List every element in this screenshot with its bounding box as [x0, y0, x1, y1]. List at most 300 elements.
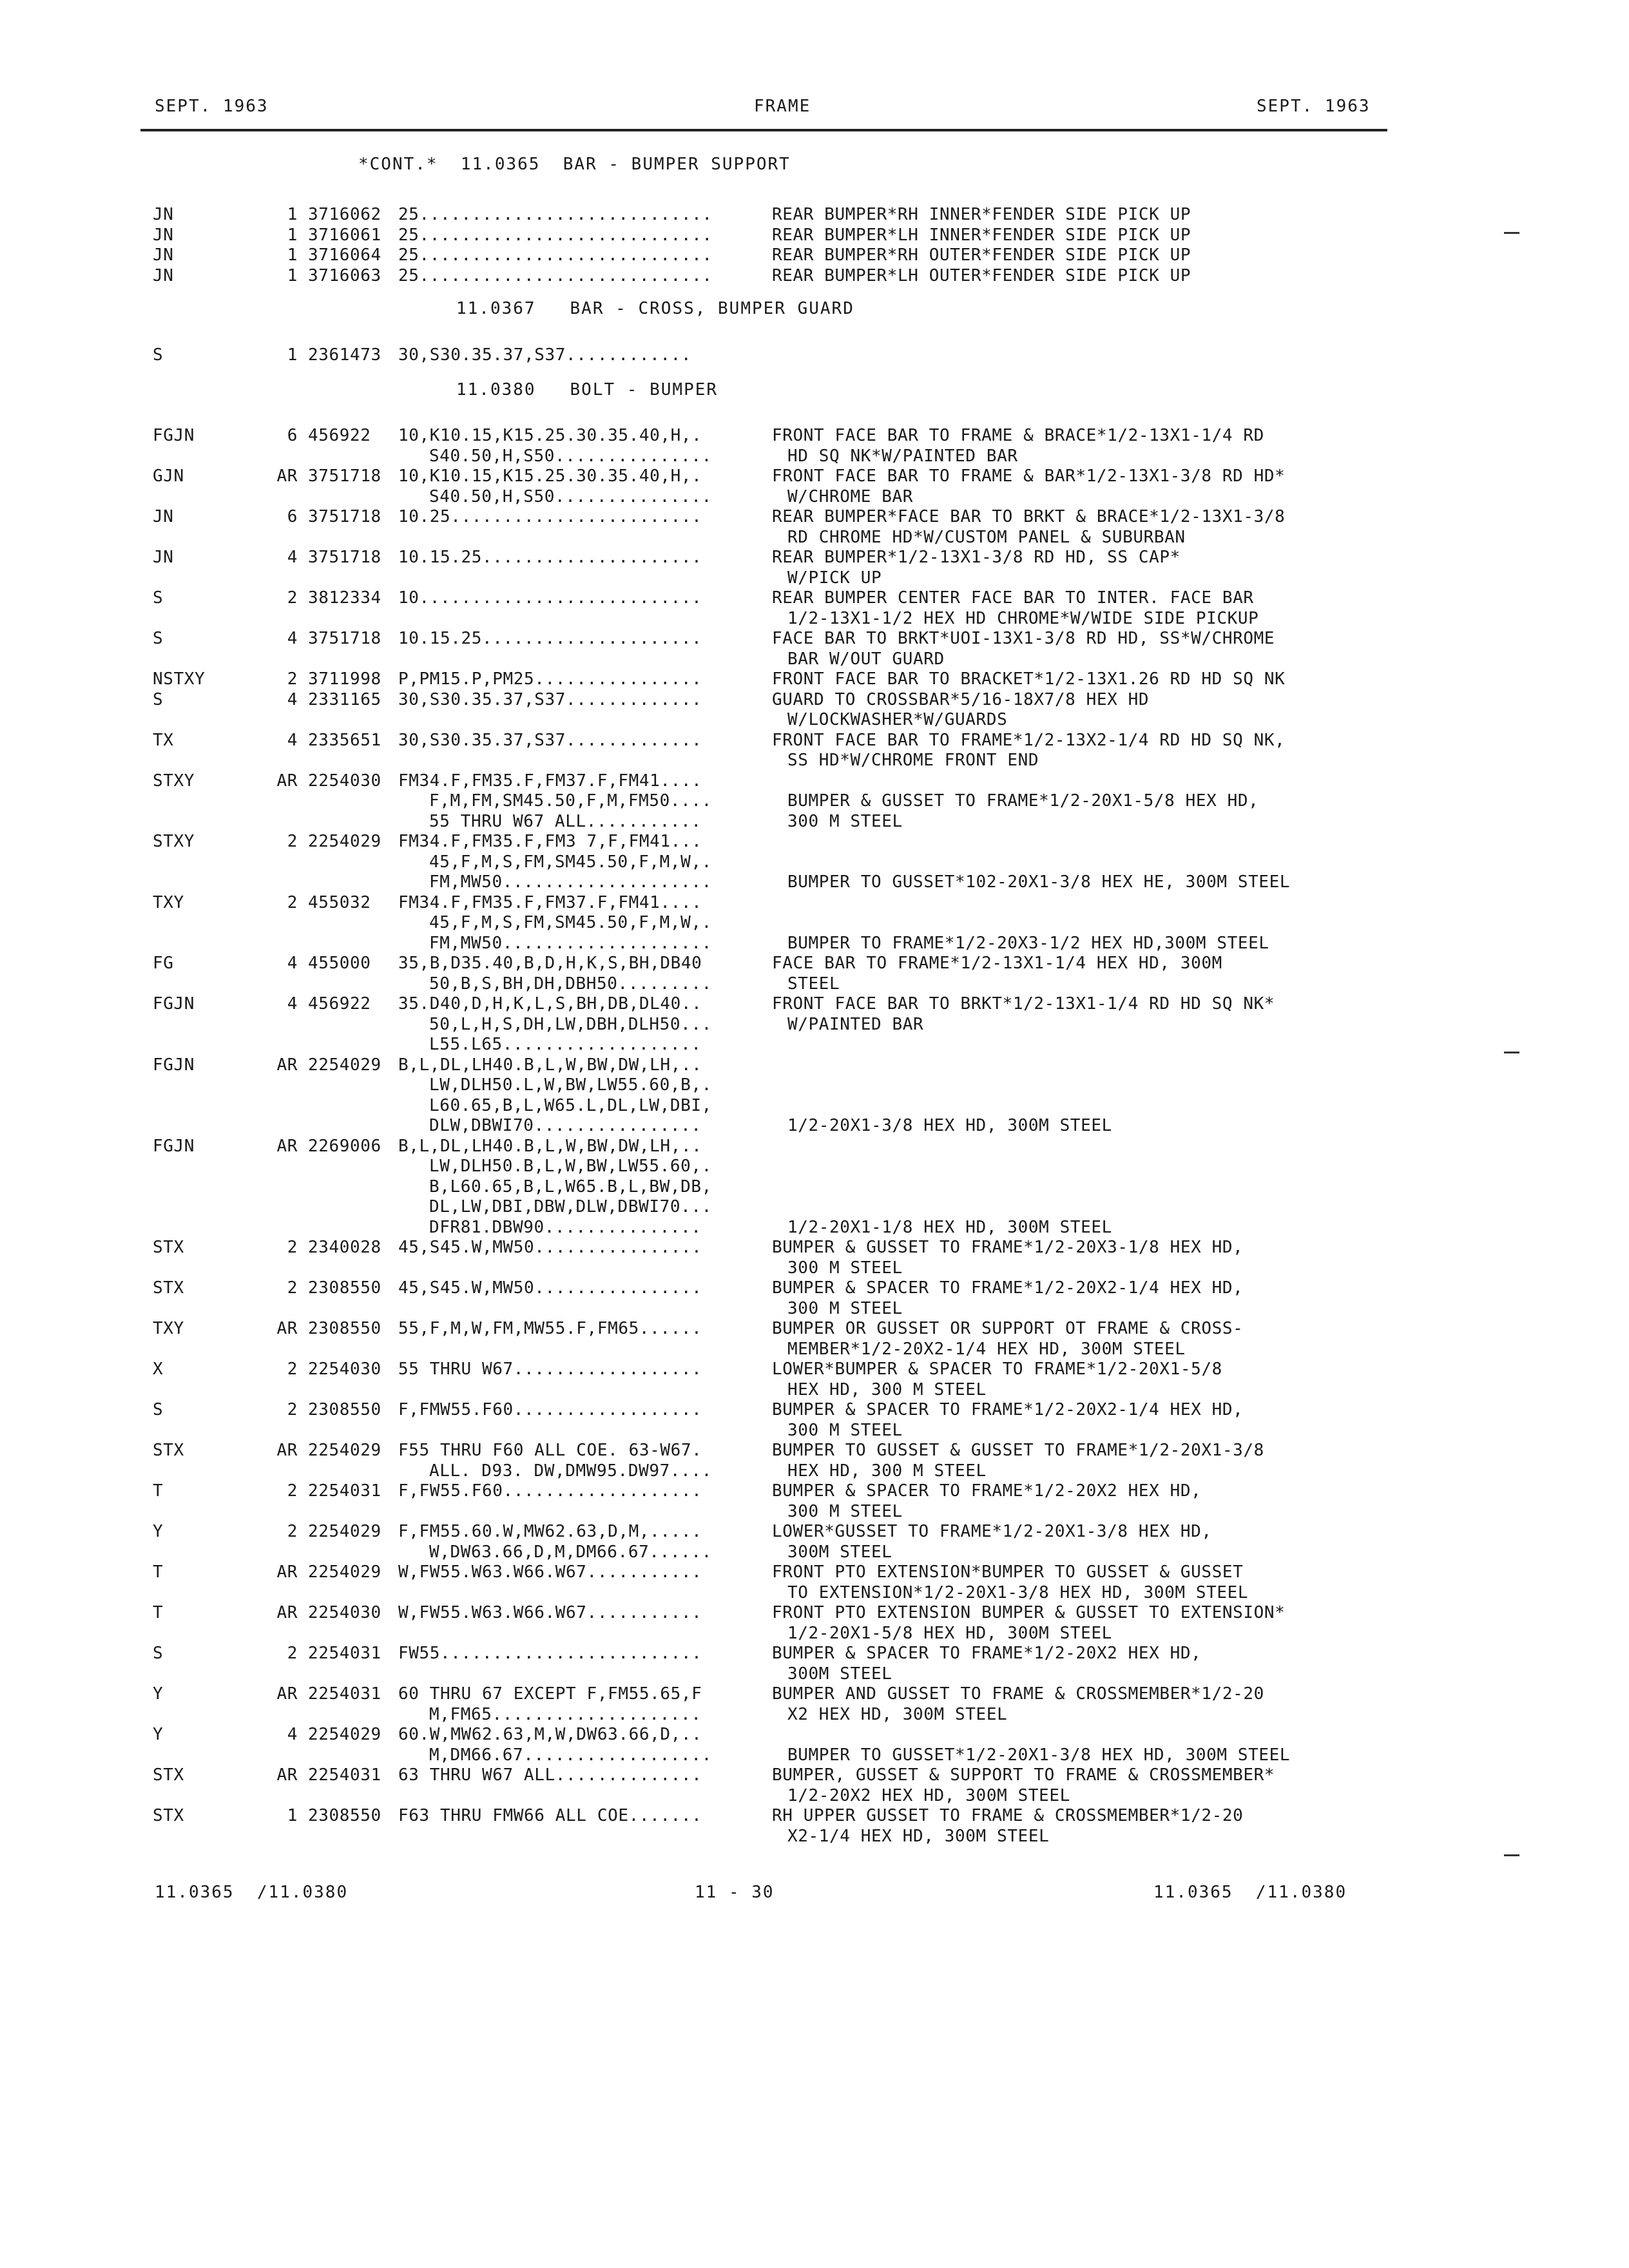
quantity: 6 [287, 426, 298, 445]
table-row [0, 1684, 1629, 1725]
description-line [772, 1055, 1112, 1076]
description [772, 1400, 1243, 1441]
model-coverage [398, 266, 713, 287]
model-coverage [398, 1725, 712, 1765]
description [772, 548, 1181, 588]
usage-code: STXY [153, 832, 195, 851]
description-line: 300 M STEEL [787, 1258, 903, 1278]
description [772, 832, 1290, 893]
part-number: 2254029 [308, 1562, 381, 1582]
header-date-left: SEPT. 1963 [155, 97, 269, 116]
quantity: AR [276, 1441, 298, 1460]
section-title: 11.0380 BOLT - BUMPER [456, 380, 718, 399]
usage-code: T [153, 1481, 164, 1501]
description-line: RD CHROME HD*W/CUSTOM PANEL & SUBURBAN [787, 527, 1186, 547]
usage-code: JN [153, 507, 174, 526]
table-row [0, 1806, 1629, 1847]
model-coverage [398, 1400, 702, 1421]
description [772, 1522, 1212, 1562]
table-row [0, 832, 1629, 893]
description-line [772, 1725, 1290, 1745]
model-coverage [398, 1319, 702, 1340]
margin-mark [1504, 232, 1519, 234]
part-number: 2254030 [308, 1603, 381, 1622]
model-coverage-line: 50,L,H,S,DH,LW,DBH,DLH50... [429, 1014, 712, 1034]
footer-page-number: 11 - 30 [695, 1883, 775, 1902]
table-row [0, 1400, 1629, 1441]
description-line: 1/2-20X1-5/8 HEX HD, 300M STEEL [787, 1623, 1112, 1643]
quantity: 1 [287, 225, 298, 245]
description [772, 1319, 1243, 1360]
model-coverage-line: LW,DLH50.B,L,W,BW,LW55.60,. [429, 1157, 712, 1176]
usage-code: S [153, 1644, 164, 1663]
description [772, 1441, 1264, 1481]
part-number: 3716064 [308, 245, 381, 265]
table-row [0, 771, 1629, 832]
description-line: 300 M STEEL [787, 1420, 903, 1440]
part-number: 2361473 [308, 345, 381, 365]
table-row [0, 226, 1629, 246]
usage-code: STXY [153, 771, 195, 791]
model-coverage-line: F63 THRU FMW66 ALL COE....... [398, 1806, 702, 1825]
quantity: 2 [287, 1238, 298, 1257]
model-coverage [398, 731, 702, 751]
part-number: 3716061 [308, 225, 381, 245]
description-line: FRONT FACE BAR TO FRAME & BAR*1/2-13X1-3/8 RD HD* [772, 466, 1286, 486]
description-line: 1/2-20X1-1/8 HEX HD, 300M STEEL [787, 1217, 1112, 1237]
table-row [0, 669, 1629, 690]
model-coverage [398, 507, 702, 528]
model-coverage [398, 1562, 702, 1583]
part-number: 2254031 [308, 1765, 381, 1785]
description [772, 226, 1191, 246]
quantity: 1 [287, 205, 298, 224]
table-row [0, 345, 1629, 366]
description-line: FRONT FACE BAR TO FRAME & BRACE*1/2-13X1-1/4 RD [772, 426, 1264, 445]
quantity: 2 [287, 1360, 298, 1379]
description [772, 1481, 1201, 1522]
description [772, 893, 1269, 954]
description [772, 1644, 1201, 1684]
usage-code: S [153, 629, 164, 648]
part-number: 2308550 [308, 1806, 381, 1825]
part-number: 2308550 [308, 1278, 381, 1298]
description-line: HEX HD, 300 M STEEL [787, 1379, 987, 1399]
usage-code: JN [153, 205, 174, 224]
usage-code: FG [153, 954, 174, 973]
part-number: 455000 [308, 954, 371, 973]
description-line: BUMPER TO GUSSET & GUSSET TO FRAME*1/2-20X1-3/8 [772, 1441, 1264, 1460]
description-line: 1/2-13X1-1/2 HEX HD CHROME*W/WIDE SIDE PICKUP [787, 608, 1259, 628]
description-line: BUMPER TO GUSSET*102-20X1-3/8 HEX HE, 300M STEEL [787, 872, 1291, 892]
model-coverage-line: ALL. D93. DW,DMW95.DW97.... [429, 1461, 712, 1481]
part-number: 3751718 [308, 507, 381, 526]
description-line [772, 1197, 1112, 1218]
description-line: FRONT FACE BAR TO BRKT*1/2-13X1-1/4 RD HD SQ NK* [772, 994, 1275, 1014]
model-coverage [398, 954, 712, 994]
model-coverage [398, 426, 712, 466]
description-line: LOWER*GUSSET TO FRAME*1/2-20X1-3/8 HEX HD, [772, 1522, 1212, 1541]
description-line [772, 832, 1290, 852]
description-line: REAR BUMPER*LH OUTER*FENDER SIDE PICK UP [772, 265, 1191, 285]
description-line [772, 1096, 1112, 1117]
model-coverage-line: 25............................ [398, 225, 713, 245]
table-row [0, 548, 1629, 588]
description-line: 300M STEEL [787, 1664, 892, 1684]
model-coverage-line: F,M,FM,SM45.50,F,M,FM50.... [429, 791, 712, 811]
description-line: RH UPPER GUSSET TO FRAME & CROSSMEMBER*1/2-20 [772, 1806, 1244, 1825]
quantity: AR [276, 771, 298, 791]
part-number: 2254029 [308, 1441, 381, 1460]
model-coverage-line: W,FW55.W63.W66.W67........... [398, 1562, 702, 1582]
description-line: FRONT FACE BAR TO BRACKET*1/2-13X1.26 RD HD SQ NK [772, 669, 1286, 689]
quantity: 2 [287, 1522, 298, 1541]
part-number: 2254030 [308, 771, 381, 791]
margin-mark [1504, 1052, 1519, 1053]
footer-ref-left: 11.0365 /11.0380 [155, 1883, 349, 1902]
description-line [772, 852, 1290, 873]
table-row [0, 1725, 1629, 1765]
part-number: 456922 [308, 994, 371, 1014]
footer-ref-right: 11.0365 /11.0380 [1153, 1883, 1347, 1902]
header-date-right: SEPT. 1963 [1257, 97, 1371, 116]
model-coverage [398, 588, 702, 609]
model-coverage [398, 1684, 702, 1725]
usage-code: STX [153, 1765, 184, 1785]
description-line: BUMPER, GUSSET & SUPPORT TO FRAME & CROSSMEMBER* [772, 1765, 1275, 1785]
model-coverage [398, 690, 702, 711]
description [772, 1055, 1112, 1137]
usage-code: S [153, 689, 164, 709]
description-line: FRONT FACE BAR TO FRAME*1/2-13X2-1/4 RD HD SQ NK, [772, 730, 1286, 750]
description-line: FACE BAR TO FRAME*1/2-13X1-1/4 HEX HD, 300M [772, 954, 1222, 973]
description [772, 1684, 1264, 1725]
part-number: 2254029 [308, 832, 381, 851]
model-coverage-line: W,FW55.W63.W66.W67........... [398, 1603, 702, 1622]
quantity: 4 [287, 1725, 298, 1744]
quantity: 1 [287, 245, 298, 265]
model-coverage-line: 45,S45.W,MW50................ [398, 1238, 702, 1257]
model-coverage [398, 832, 712, 893]
usage-code: FGJN [153, 994, 195, 1014]
usage-code: FGJN [153, 426, 195, 445]
description-line [772, 1075, 1112, 1096]
usage-code: S [153, 588, 164, 608]
quantity: 4 [287, 954, 298, 973]
description-line: BUMPER & SPACER TO FRAME*1/2-20X2 HEX HD, [772, 1644, 1202, 1663]
model-coverage [398, 1603, 702, 1624]
table-row [0, 1055, 1629, 1137]
quantity: 2 [287, 1400, 298, 1419]
table-row [0, 1278, 1629, 1319]
description-line: W/PAINTED BAR [787, 1014, 924, 1034]
description [772, 1360, 1222, 1400]
description-line: 300 M STEEL [787, 811, 903, 831]
part-number: 2308550 [308, 1319, 381, 1338]
model-coverage-line: FM34.F,FM35.F,FM37.F,FM41.... [398, 771, 702, 791]
model-coverage-line: S40.50,H,S50............... [429, 446, 712, 466]
model-coverage-line: 30,S30.35.37,S37............ [398, 345, 692, 365]
model-coverage [398, 548, 702, 568]
description-line [772, 1157, 1112, 1177]
part-number: 3711998 [308, 669, 381, 689]
description [772, 629, 1275, 669]
quantity: 6 [287, 507, 298, 526]
model-coverage [398, 1441, 712, 1481]
usage-code: T [153, 1562, 164, 1582]
model-coverage [398, 1055, 712, 1137]
table-row [0, 994, 1629, 1055]
description-line: REAR BUMPER*1/2-13X1-3/8 RD HD, SS CAP* [772, 548, 1181, 567]
description-line: W/CHROME BAR [787, 486, 914, 506]
description-line: MEMBER*1/2-20X2-1/4 HEX HD, 300M STEEL [787, 1339, 1186, 1359]
model-coverage-line: 10.25........................ [398, 507, 702, 526]
model-coverage-line: 25............................ [398, 265, 713, 285]
part-number: 3751718 [308, 629, 381, 648]
description [772, 669, 1285, 690]
part-number: 2254029 [308, 1725, 381, 1744]
model-coverage [398, 629, 702, 649]
part-number: 2335651 [308, 730, 381, 750]
usage-code: Y [153, 1684, 164, 1704]
model-coverage [398, 345, 691, 366]
usage-code: NSTXY [153, 669, 206, 689]
quantity: 2 [287, 669, 298, 689]
model-coverage-line: F,FM55.60.W,MW62.63,D,M,..... [398, 1522, 702, 1541]
part-number: 2254031 [308, 1684, 381, 1704]
model-coverage [398, 466, 712, 507]
model-coverage-line: 55 THRU W67 ALL........... [429, 811, 702, 831]
description-line: X2-1/4 HEX HD, 300M STEEL [787, 1826, 1050, 1846]
description-line: REAR BUMPER*FACE BAR TO BRKT & BRACE*1/2-13X1-3/8 [772, 507, 1286, 526]
model-coverage [398, 1765, 702, 1786]
description-line: W/LOCKWASHER*W/GUARDS [787, 710, 1008, 729]
model-coverage-line: 25............................ [398, 205, 713, 224]
description-line: BUMPER OR GUSSET OR SUPPORT OT FRAME & CROSS- [772, 1319, 1244, 1338]
model-coverage [398, 1360, 702, 1380]
description [772, 1278, 1243, 1319]
description [772, 954, 1222, 994]
table-row [0, 1481, 1629, 1522]
model-coverage-line: FM34.F,FM35.F,FM37.F,FM41.... [398, 892, 702, 912]
description-line: REAR BUMPER*RH OUTER*FENDER SIDE PICK UP [772, 245, 1191, 265]
description [772, 1238, 1243, 1278]
quantity: 2 [287, 1278, 298, 1298]
description-line [772, 893, 1269, 914]
section-title: 11.0367 BAR - CROSS, BUMPER GUARD [456, 299, 854, 318]
quantity: AR [276, 1765, 298, 1785]
usage-code: JN [153, 245, 174, 265]
usage-code: TX [153, 730, 174, 750]
quantity: 2 [287, 588, 298, 608]
table-row [0, 588, 1629, 629]
model-coverage-line: 45,F,M,S,FM,SM45.50,F,M,W,. [429, 913, 712, 932]
table-row [0, 266, 1629, 287]
model-coverage-line: M,FM65.................... [429, 1704, 702, 1724]
model-coverage-line: DFR81.DBW90............... [429, 1217, 702, 1237]
table-row [0, 1603, 1629, 1644]
usage-code: STX [153, 1238, 184, 1257]
model-coverage-line: L60.65,B,L,W65.L,DL,LW,DBI, [429, 1095, 712, 1115]
usage-code: FGJN [153, 1055, 195, 1075]
model-coverage-line: F,FMW55.F60.................. [398, 1400, 702, 1419]
description [772, 345, 782, 366]
description-line: REAR BUMPER*RH INNER*FENDER SIDE PICK UP [772, 205, 1191, 224]
usage-code: FGJN [153, 1136, 195, 1156]
description-line [772, 1035, 1275, 1055]
description [772, 1806, 1243, 1847]
description [772, 771, 1258, 832]
description [772, 266, 1191, 287]
usage-code: X [153, 1360, 164, 1379]
usage-code: Y [153, 1725, 164, 1744]
model-coverage-line: 55,F,M,W,FM,MW55.F,FM65...... [398, 1319, 702, 1338]
model-coverage-line: 35,B,D35.40,B,D,H,K,S,BH,DB40 [398, 954, 702, 973]
description [772, 994, 1275, 1055]
quantity: 2 [287, 1644, 298, 1663]
usage-code: JN [153, 225, 174, 245]
description [772, 588, 1258, 629]
model-coverage-line: 63 THRU W67 ALL.............. [398, 1765, 702, 1785]
description-line: GUARD TO CROSSBAR*5/16-18X7/8 HEX HD [772, 689, 1150, 709]
description-line: BUMPER & SPACER TO FRAME*1/2-20X2-1/4 HEX HD, [772, 1278, 1244, 1298]
model-coverage [398, 1278, 702, 1299]
description-line: 1/2-20X2 HEX HD, 300M STEEL [787, 1785, 1070, 1805]
model-coverage-line: S40.50,H,S50............... [429, 486, 712, 506]
model-coverage-line: FM,MW50.................... [429, 933, 712, 953]
description-line: 1/2-20X1-3/8 HEX HD, 300M STEEL [787, 1116, 1112, 1135]
usage-code: TXY [153, 892, 184, 912]
quantity: AR [276, 1562, 298, 1582]
table-row [0, 629, 1629, 669]
description [772, 205, 1191, 226]
part-number: 3812334 [308, 588, 381, 608]
quantity: 1 [287, 265, 298, 285]
quantity: 4 [287, 629, 298, 648]
description-line: BUMPER TO FRAME*1/2-20X3-1/2 HEX HD,300M STEEL [787, 933, 1269, 953]
quantity: 4 [287, 994, 298, 1014]
description-line: FRONT PTO EXTENSION BUMPER & GUSSET TO EXTENSION* [772, 1603, 1286, 1622]
header-rule [140, 129, 1387, 131]
description [772, 690, 1149, 731]
quantity: AR [276, 1684, 298, 1704]
model-coverage-line: 55 THRU W67.................. [398, 1360, 702, 1379]
model-coverage [398, 226, 713, 246]
part-number: 3751718 [308, 466, 381, 486]
table-row [0, 1562, 1629, 1603]
table-row [0, 1360, 1629, 1400]
model-coverage [398, 1644, 702, 1664]
description-line [772, 345, 782, 366]
part-number: 2340028 [308, 1238, 381, 1257]
description-line: BUMPER & SPACER TO FRAME*1/2-20X2-1/4 HEX HD, [772, 1400, 1244, 1419]
model-coverage [398, 205, 713, 226]
description-line: BUMPER & GUSSET TO FRAME*1/2-20X3-1/8 HEX HD, [772, 1238, 1244, 1257]
description-line: 300 M STEEL [787, 1298, 903, 1318]
usage-code: STX [153, 1441, 184, 1460]
usage-code: STX [153, 1278, 184, 1298]
part-number: 2254029 [308, 1055, 381, 1075]
model-coverage [398, 669, 702, 690]
description-line: FACE BAR TO BRKT*UOI-13X1-3/8 RD HD, SS*W/CHROME [772, 629, 1275, 648]
description [772, 1765, 1275, 1806]
table-row [0, 731, 1629, 771]
model-coverage [398, 1238, 702, 1258]
model-coverage-line: FM,MW50.................... [429, 872, 712, 892]
model-coverage [398, 1481, 702, 1502]
model-coverage [398, 1522, 712, 1562]
description-line: REAR BUMPER CENTER FACE BAR TO INTER. FACE BAR [772, 588, 1254, 608]
model-coverage-line: P,PM15.P,PM25................ [398, 669, 702, 689]
model-coverage-line: 35.D40,D,H,K,L,S,BH,DB,DL40.. [398, 994, 702, 1014]
description [772, 426, 1264, 466]
usage-code: STX [153, 1806, 184, 1825]
model-coverage-line: 50,B,S,BH,DH,DBH50......... [429, 974, 712, 994]
quantity: AR [276, 1055, 298, 1075]
model-coverage [398, 1806, 702, 1827]
header-section-title: FRAME [754, 97, 811, 116]
part-number: 2254031 [308, 1481, 381, 1501]
model-coverage-line: 10........................... [398, 588, 702, 608]
description [772, 1725, 1290, 1765]
model-coverage [398, 771, 712, 832]
description-line: SS HD*W/CHROME FRONT END [787, 751, 1039, 770]
description-line: 300M STEEL [787, 1542, 892, 1562]
table-row [0, 466, 1629, 507]
table-row [0, 507, 1629, 548]
table-row [0, 205, 1629, 226]
model-coverage-line: 10.15.25..................... [398, 548, 702, 567]
quantity: AR [276, 466, 298, 486]
part-number: 3716063 [308, 265, 381, 285]
table-row [0, 1644, 1629, 1684]
model-coverage-line: 10.15.25..................... [398, 629, 702, 648]
model-coverage-line: 10,K10.15,K15.25.30.35.40,H,. [398, 466, 702, 486]
description-line [772, 1177, 1112, 1198]
quantity: 1 [287, 1806, 298, 1825]
model-coverage [398, 245, 713, 266]
model-coverage-line: 30,S30.35.37,S37............. [398, 689, 702, 709]
description-line: REAR BUMPER*LH INNER*FENDER SIDE PICK UP [772, 225, 1191, 245]
part-number: 3716062 [308, 205, 381, 224]
table-row [0, 954, 1629, 994]
section-title: *CONT.* 11.0365 BAR - BUMPER SUPPORT [358, 155, 791, 174]
part-number: 2254031 [308, 1644, 381, 1663]
description [772, 731, 1285, 771]
usage-code: S [153, 345, 164, 365]
usage-code: T [153, 1603, 164, 1622]
description-line [772, 913, 1269, 934]
quantity: 2 [287, 892, 298, 912]
table-row [0, 426, 1629, 466]
model-coverage-line: DLW,DBWI70................ [429, 1116, 702, 1135]
table-row [0, 1319, 1629, 1360]
description [772, 1137, 1112, 1238]
model-coverage-line: FM34.F,FM35.F,FM3 7,F,FM41... [398, 832, 702, 851]
table-row [0, 1441, 1629, 1481]
model-coverage [398, 994, 712, 1055]
quantity: AR [276, 1603, 298, 1622]
part-number: 2254030 [308, 1360, 381, 1379]
part-number: 455032 [308, 892, 371, 912]
description-line: BUMPER AND GUSSET TO FRAME & CROSSMEMBER*1/2-20 [772, 1684, 1264, 1704]
description [772, 245, 1191, 266]
description [772, 507, 1285, 548]
usage-code: GJN [153, 466, 184, 486]
model-coverage-line: 45,F,M,S,FM,SM45.50,F,M,W,. [429, 852, 712, 872]
description [772, 1603, 1285, 1644]
description-line: LOWER*BUMPER & SPACER TO FRAME*1/2-20X1-5/8 [772, 1360, 1222, 1379]
